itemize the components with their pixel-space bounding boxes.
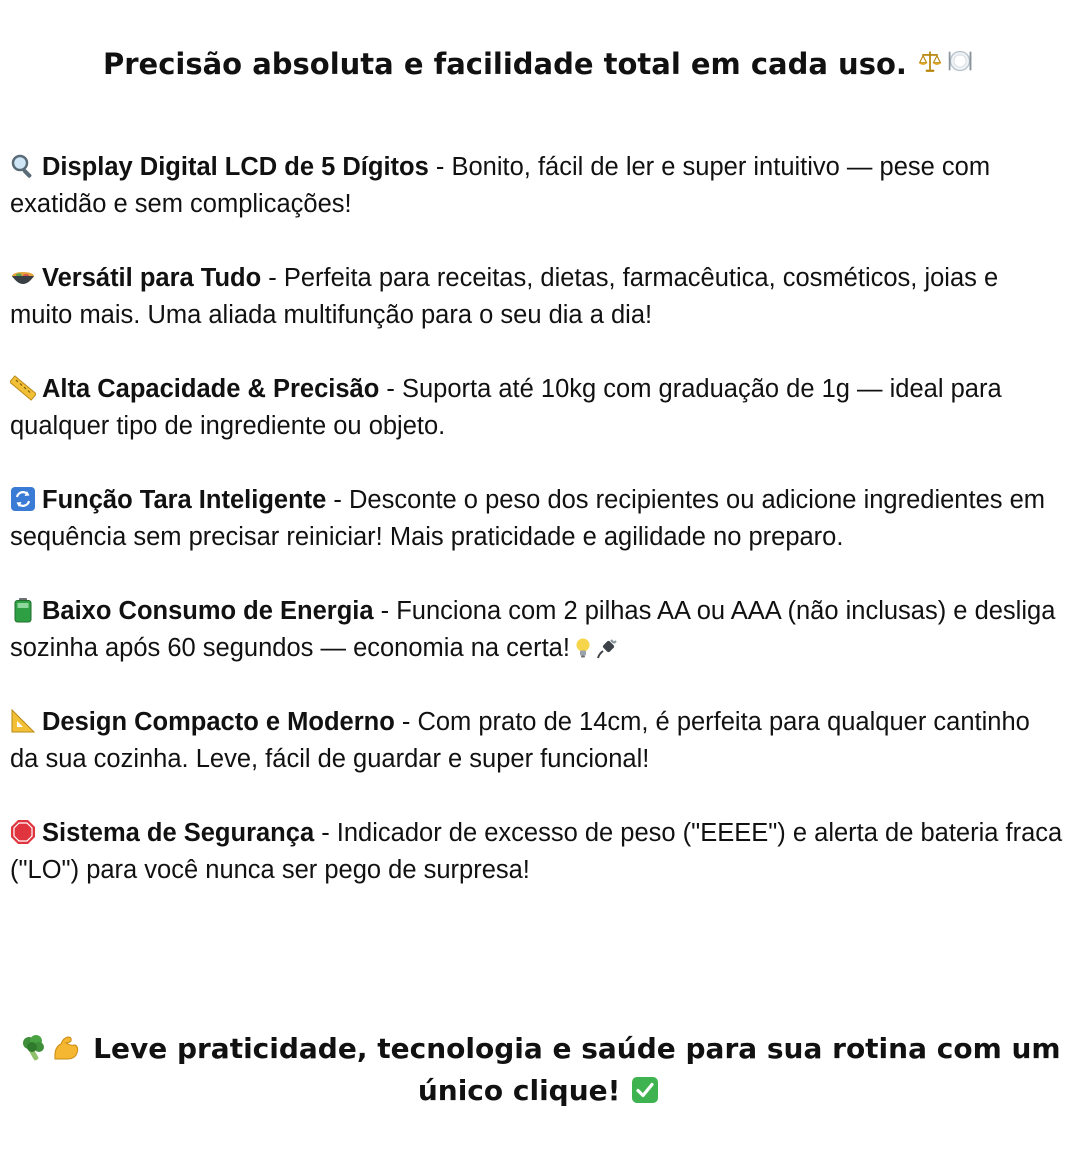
feature-name: Design Compacto e Moderno (42, 708, 395, 736)
triangle-ruler-icon (10, 708, 36, 734)
closing-message (0, 1028, 1080, 1112)
feature-item (10, 815, 1065, 889)
feature-item (10, 371, 1065, 445)
feature-item (10, 260, 1065, 334)
stop-sign-icon (10, 819, 36, 845)
check-mark-icon (630, 1075, 660, 1105)
feature-item (10, 149, 1065, 223)
feature-description: - Bonito, fácil de ler e super intuitivo — pese com exatidão e sem complicações! (10, 153, 991, 218)
feature-description: - Suporta até 10kg com graduação de 1g — ideal para qualquer tipo de ingrediente ou objeto. (10, 375, 1002, 440)
magnifier-icon (10, 153, 36, 179)
feature-item (10, 482, 1065, 556)
bowl-icon (10, 264, 36, 290)
feature-name: Baixo Consumo de Energia (42, 597, 374, 625)
electric-plug-icon (596, 637, 618, 659)
refresh-icon (10, 486, 36, 512)
feature-description: - Perfeita para receitas, dietas, farmacêutica, cosméticos, joias e muito mais. Uma aliada multifunção para o seu dia a dia! (10, 264, 999, 329)
closing-text: Leve praticidade, tecnologia e saúde para sua rotina com um único clique! (93, 1032, 1061, 1107)
balance-scale-icon (917, 48, 947, 78)
page-title (0, 42, 1080, 86)
page-title-text: Precisão absoluta e facilidade total em cada uso. (102, 47, 907, 81)
feature-name: Versátil para Tudo (42, 264, 262, 292)
feature-item (10, 593, 1065, 667)
feature-description: - Indicador de excesso de peso ("EEEE") e alerta de bateria fraca ("LO") para você nunca ser pego de surpresa! (10, 819, 1063, 884)
feature-description: - Desconte o peso dos recipientes ou adicione ingredientes em sequência sem precisar reiniciar! Mais praticidade e agilidade no preparo. (10, 486, 1046, 551)
ruler-icon (10, 375, 36, 401)
feature-name: Sistema de Segurança (42, 819, 315, 847)
feature-name: Função Tara Inteligente (42, 486, 327, 514)
feature-description: - Funciona com 2 pilhas AA ou AAA (não inclusas) e desliga sozinha após 60 segundos — economia na certa! (10, 597, 1056, 662)
fork-knife-plate-icon (947, 48, 977, 78)
broccoli-icon (19, 1033, 49, 1063)
feature-name: Alta Capacidade & Precisão (42, 375, 380, 403)
feature-name: Display Digital LCD de 5 Dígitos (42, 153, 429, 181)
feature-item (10, 704, 1065, 778)
feature-list (10, 149, 1065, 926)
feature-description: - Com prato de 14cm, é perfeita para qualquer cantinho da sua cozinha. Leve, fácil de guardar e super funcional! (10, 708, 1030, 773)
battery-icon (10, 597, 36, 623)
light-bulb-icon (572, 637, 594, 659)
flexed-biceps-icon (51, 1033, 81, 1063)
